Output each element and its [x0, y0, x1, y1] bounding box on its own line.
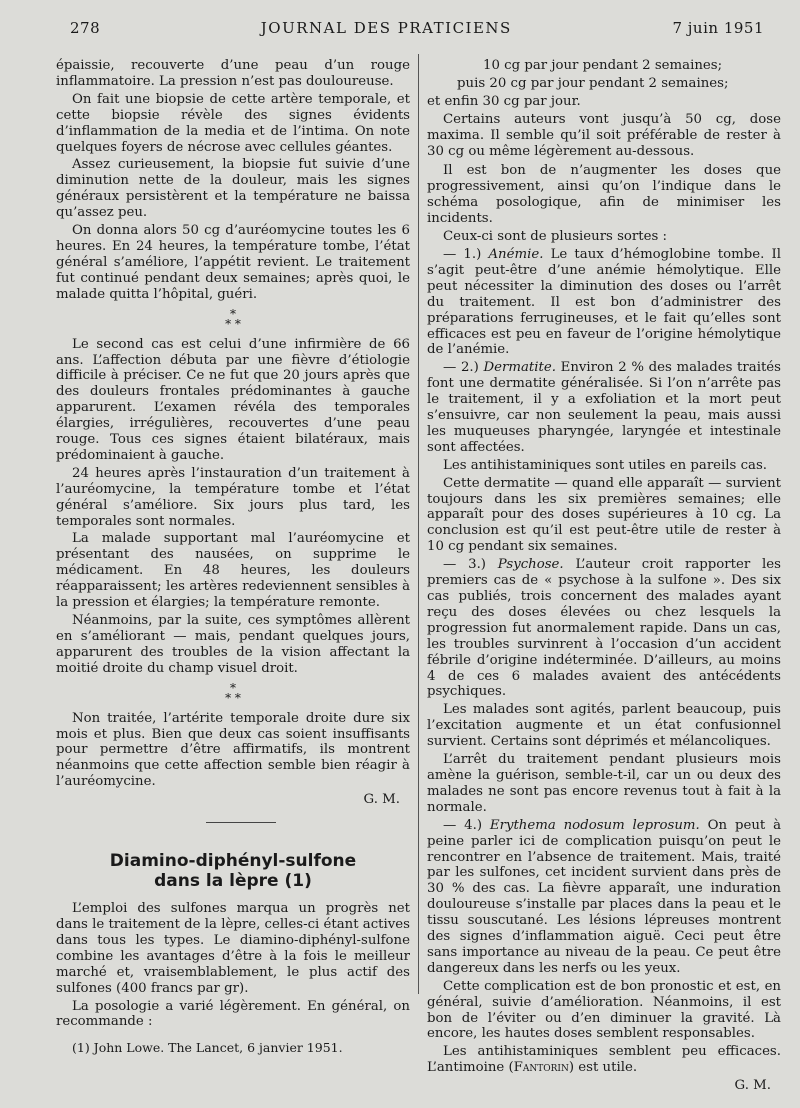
article-title-line: Diamino-diphényl-sulfone	[109, 851, 357, 872]
paragraph: On donna alors 50 cg d’auréomycine toutes les 6 heures. En 24 heures, la température tombe, l’état général s’améliore, l’appétit revient. Le traitement fut continué pendant deux semaines; après quoi, le malade quitta l’hôpital, guéri.	[56, 223, 410, 302]
author-signature: G. M.	[734, 1078, 771, 1094]
incident-text: Environ 2 % des malades traités font une dermatite généralisée. Si l’on n’arrête pas le traitement, il y a exfoliation et la mort peut s’ensuivre, car non seulement la peau, mais aussi les muqueuses pharyngée, laryngée et intestinale sont affectées.	[427, 360, 781, 455]
incident-item	[427, 818, 781, 977]
separator-rule	[206, 822, 276, 823]
left-column	[56, 58, 410, 1058]
paragraph: Certains auteurs vont jusqu’à 50 cg, dose maxima. Il semble qu’il soit préférable de rester à 30 cg ou même légèrement au-dessous.	[427, 111, 781, 159]
paragraph: La posologie a varié légèrement. En général, on recommande :	[56, 998, 410, 1030]
column-divider	[418, 54, 419, 994]
page-number: 278	[70, 19, 101, 37]
incident-title: Psychose.	[497, 557, 564, 573]
incident-title: Dermatite.	[483, 360, 556, 376]
incident-title: Anémie.	[488, 246, 544, 262]
incident-item	[427, 360, 781, 455]
article-title	[56, 851, 410, 891]
journal-title: JOURNAL DES PRATICIENS	[260, 19, 512, 37]
paragraph: Il est bon de n’augmenter les doses que progressivement, ainsi qu’on l’indique dans le schéma posologique, afin de minimiser les incidents.	[427, 163, 781, 227]
paragraph: La malade supportant mal l’auréomycine et présentant des nausées, on supprime le médicament. En 48 heures, les douleurs réapparaissent; les artères redeviennent sensibles à la pression et élargies; la température remonte.	[56, 531, 410, 611]
incident-title: Erythema nodosum leprosum.	[489, 817, 700, 833]
paragraph: Non traitée, l’artérite temporale droite dure six mois et plus. Bien que deux cas soient insuffisants pour permettre d’être affirmatifs, ils montrent néanmoins que cette affection semble bien réagir à l’auréomycine.	[56, 710, 410, 790]
paragraph: Les antihistaminiques sont utiles en pareils cas.	[443, 457, 768, 473]
incident-text: On peut à peine parler ici de complication puisqu’on peut le rencontrer en l’absence de traitement. Mais, traité par les sulfones, cet incident survient dans près de 30 % des cas. La fièvre apparaît, une induration douloureuse s’installe par places dans la peau et le tissu souscutané. Les lésions lépreuses montrent des signes d’inflammation aiguë. Ceci peut être sans importance au niveau de la peau. Ce peut être dangereux dans les nerfs ou les yeux.	[427, 817, 782, 976]
paragraph-text: ) est utile.	[568, 1060, 638, 1076]
dosage-line: et enfin 30 cg par jour.	[427, 93, 581, 109]
footnote: (1) John Lowe. The Lancet, 6 janvier 1951.	[72, 1040, 343, 1056]
paragraph: Le second cas est celui d’une infirmière de 66 ans. L’affection débuta par une fièvre d’étiologie difficile à préciser. Ce ne fut que 20 jours après que des douleurs frontales prédominantes à gauche apparurent. L’examen révéla des temporales élargies, irrégulières, recouvertes d’une peau rouge. Tous ces signes étaient bilatéraux, mais prédominaient à gauche.	[56, 336, 410, 463]
paragraph-text: Les antihistaminiques semblent peu efficaces. L’antimoine (	[427, 1044, 781, 1076]
paragraph: Néanmoins, par la suite, ces symptômes allèrent en s’améliorant — mais, pendant quelques jours, apparurent des troubles de la vision affectant la moitié droite du champ visuel droit.	[56, 613, 410, 676]
incident-item	[427, 247, 781, 358]
right-column	[427, 58, 781, 1108]
paragraph: Assez curieusement, la biopsie fut suivie d’une diminution nette de la douleur, mais les signes généraux persistèrent et la température ne baissa qu’assez peu.	[56, 157, 410, 221]
page-header	[70, 14, 764, 42]
dosage-line: puis 20 cg par jour pendant 2 semaines;	[457, 75, 729, 91]
incident-text: L’auteur croit rapporter les premiers cas de « psychose à la sulfone ». Des six cas publiés, trois concernent des malades ayant reçu des doses élevées ou chez lesquels la progression fut anormalement rapide. Dans un cas, les troubles survinrent à l’occasion d’un accident fébrile d’origine indéterminée. D’ailleurs, au moins 4 de ces 6 malades avaient des antécédents psychiques.	[427, 557, 781, 700]
issue-date: 7 juin 1951	[672, 19, 764, 37]
incident-text: Le taux d’hémoglobine tombe. Il s’agit peut-être d’une anémie hémolytique. Elle peut nécessiter la diminution des doses ou l’arrêt du traitement. Il est bon d’administrer des préparations ferrugineuses, et le fait qu’elles sont efficaces est peu en faveur de l’origine hémolytique de l’anémie.	[427, 246, 781, 358]
incident-number: — 3.)	[443, 557, 486, 573]
paragraph: Les malades sont agités, parlent beaucoup, puis l’excitation augmente et un état confusionnel survient. Certains sont déprimés et mélancoliques.	[427, 702, 781, 750]
paragraph: 24 heures après l’instauration d’un traitement à l’auréomycine, la température tombe et l’état général s’améliore. Six jours plus tard, les temporales sont normales.	[56, 465, 410, 529]
paragraph: Cette complication est de bon pronostic et est, en général, suivie d’amélioration. Néanmoins, il est bon de l’éviter ou d’en diminuer la gravité. Là encore, les hautes doses semblent responsables.	[427, 978, 781, 1042]
paragraph: L’arrêt du traitement pendant plusieurs mois amène la guérison, semble-t-il, car un ou deux des malades ne sont pas encore revenus tout à fait à la normale.	[427, 752, 781, 815]
paragraph: L’emploi des sulfones marqua un progrès net dans le traitement de la lèpre, celles-ci étant actives dans tous les types. Le diamino-diphényl-sulfone combine les avantages d’être à la fois le meilleur marché et, vraisemblablement, le plus actif des sulfones (400 francs par gr).	[56, 901, 410, 996]
author-signature: G. M.	[363, 792, 400, 808]
section-break-stars: * * *	[225, 680, 241, 705]
section-break-stars: * * *	[225, 306, 241, 331]
article-title-line: dans la lèpre (1)	[154, 871, 312, 892]
incident-number: — 1.)	[443, 246, 482, 262]
paragraph: Cette dermatite — quand elle apparaît — survient toujours dans les six premières semaines; elle apparaît pour des doses supérieures à 10 cg. La conclusion est qu’il est peut-être utile de rester à 10 cg pendant six semaines.	[427, 475, 781, 555]
paragraph: On fait une biopsie de cette artère temporale, et cette biopsie révèle des signes évidents d’inflammation de la media et de l’intima. On note quelques foyers de nécrose avec cellules géantes.	[56, 91, 410, 155]
brand-name: Fantorin	[513, 1060, 569, 1076]
paragraph: épaissie, recouverte d’une peau d’un rouge inflammatoire. La pression n’est pas douloureuse.	[56, 58, 410, 89]
dosage-line: 10 cg par jour pendant 2 semaines;	[483, 58, 723, 73]
incident-number: — 2.)	[443, 360, 479, 376]
incident-item	[427, 557, 781, 700]
paragraph: Ceux-ci sont de plusieurs sortes :	[443, 229, 668, 245]
paragraph	[427, 1044, 781, 1076]
incident-number: — 4.)	[443, 817, 483, 833]
